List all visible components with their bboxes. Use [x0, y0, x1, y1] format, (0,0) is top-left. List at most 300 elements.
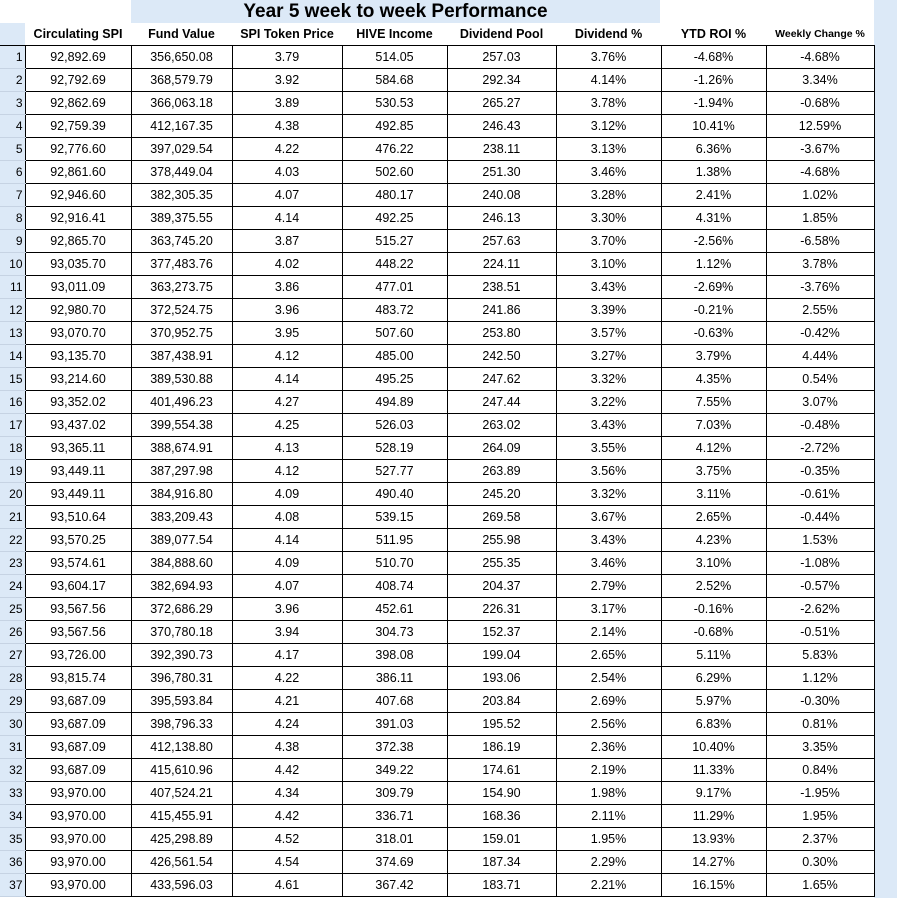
- cell-ytd-roi[interactable]: 1.12%: [661, 253, 766, 276]
- cell-fund-value[interactable]: 412,167.35: [131, 115, 232, 138]
- cell-dividend-percent[interactable]: 3.43%: [556, 276, 661, 299]
- cell-hive-income[interactable]: 304.73: [342, 621, 447, 644]
- cell-weekly-change[interactable]: 1.02%: [766, 184, 874, 207]
- cell-dividend-pool[interactable]: 247.62: [447, 368, 556, 391]
- cell-fund-value[interactable]: 382,305.35: [131, 184, 232, 207]
- cell-circulating-spi[interactable]: 93,449.11: [25, 460, 131, 483]
- cell-ytd-roi[interactable]: 2.41%: [661, 184, 766, 207]
- cell-weekly-change[interactable]: 3.78%: [766, 253, 874, 276]
- cell-hive-income[interactable]: 528.19: [342, 437, 447, 460]
- cell-dividend-pool[interactable]: 224.11: [447, 253, 556, 276]
- header-circulating-spi[interactable]: Circulating SPI: [25, 23, 131, 46]
- row-number[interactable]: 24: [0, 575, 25, 598]
- cell-dividend-percent[interactable]: 3.46%: [556, 161, 661, 184]
- cell-circulating-spi[interactable]: 93,011.09: [25, 276, 131, 299]
- cell-hive-income[interactable]: 526.03: [342, 414, 447, 437]
- cell-ytd-roi[interactable]: 2.52%: [661, 575, 766, 598]
- cell-hive-income[interactable]: 476.22: [342, 138, 447, 161]
- cell-circulating-spi[interactable]: 92,759.39: [25, 115, 131, 138]
- row-number[interactable]: 4: [0, 115, 25, 138]
- cell-fund-value[interactable]: 389,530.88: [131, 368, 232, 391]
- cell-weekly-change[interactable]: -4.68%: [766, 46, 874, 69]
- cell-ytd-roi[interactable]: -1.26%: [661, 69, 766, 92]
- cell-dividend-percent[interactable]: 2.14%: [556, 621, 661, 644]
- cell-spi-token-price[interactable]: 3.89: [232, 92, 342, 115]
- cell-circulating-spi[interactable]: 93,437.02: [25, 414, 131, 437]
- row-number[interactable]: 33: [0, 782, 25, 805]
- header-hive-income[interactable]: HIVE Income: [342, 23, 447, 46]
- cell-fund-value[interactable]: 389,375.55: [131, 207, 232, 230]
- cell-fund-value[interactable]: 370,952.75: [131, 322, 232, 345]
- cell-spi-token-price[interactable]: 4.14: [232, 529, 342, 552]
- cell-dividend-percent[interactable]: 3.70%: [556, 230, 661, 253]
- cell-spi-token-price[interactable]: 3.87: [232, 230, 342, 253]
- cell-hive-income[interactable]: 408.74: [342, 575, 447, 598]
- cell-hive-income[interactable]: 386.11: [342, 667, 447, 690]
- cell-fund-value[interactable]: 387,438.91: [131, 345, 232, 368]
- cell-dividend-pool[interactable]: 204.37: [447, 575, 556, 598]
- cell-hive-income[interactable]: 527.77: [342, 460, 447, 483]
- cell-ytd-roi[interactable]: 6.36%: [661, 138, 766, 161]
- cell-hive-income[interactable]: 391.03: [342, 713, 447, 736]
- cell-circulating-spi[interactable]: 93,970.00: [25, 828, 131, 851]
- cell-spi-token-price[interactable]: 4.42: [232, 805, 342, 828]
- cell-circulating-spi[interactable]: 93,815.74: [25, 667, 131, 690]
- row-number[interactable]: 32: [0, 759, 25, 782]
- cell-circulating-spi[interactable]: 93,726.00: [25, 644, 131, 667]
- cell-weekly-change[interactable]: -4.68%: [766, 161, 874, 184]
- cell-weekly-change[interactable]: -0.57%: [766, 575, 874, 598]
- cell-fund-value[interactable]: 377,483.76: [131, 253, 232, 276]
- cell-hive-income[interactable]: 490.40: [342, 483, 447, 506]
- cell-hive-income[interactable]: 515.27: [342, 230, 447, 253]
- cell-circulating-spi[interactable]: 93,604.17: [25, 575, 131, 598]
- cell-circulating-spi[interactable]: 93,510.64: [25, 506, 131, 529]
- cell-dividend-pool[interactable]: 152.37: [447, 621, 556, 644]
- cell-spi-token-price[interactable]: 3.86: [232, 276, 342, 299]
- cell-dividend-percent[interactable]: 3.67%: [556, 506, 661, 529]
- cell-spi-token-price[interactable]: 4.13: [232, 437, 342, 460]
- cell-circulating-spi[interactable]: 93,070.70: [25, 322, 131, 345]
- row-number[interactable]: 37: [0, 874, 25, 897]
- cell-dividend-pool[interactable]: 186.19: [447, 736, 556, 759]
- cell-ytd-roi[interactable]: 2.65%: [661, 506, 766, 529]
- cell-ytd-roi[interactable]: 10.41%: [661, 115, 766, 138]
- cell-fund-value[interactable]: 396,780.31: [131, 667, 232, 690]
- cell-hive-income[interactable]: 349.22: [342, 759, 447, 782]
- header-spi-token-price[interactable]: SPI Token Price: [232, 23, 342, 46]
- cell-circulating-spi[interactable]: 93,687.09: [25, 713, 131, 736]
- cell-weekly-change[interactable]: 3.07%: [766, 391, 874, 414]
- header-ytd-roi[interactable]: YTD ROI %: [661, 23, 766, 46]
- row-number[interactable]: 15: [0, 368, 25, 391]
- cell-hive-income[interactable]: 448.22: [342, 253, 447, 276]
- row-number[interactable]: 14: [0, 345, 25, 368]
- row-number[interactable]: 8: [0, 207, 25, 230]
- cell-weekly-change[interactable]: 0.81%: [766, 713, 874, 736]
- cell-ytd-roi[interactable]: 3.79%: [661, 345, 766, 368]
- cell-spi-token-price[interactable]: 4.24: [232, 713, 342, 736]
- cell-circulating-spi[interactable]: 92,865.70: [25, 230, 131, 253]
- cell-spi-token-price[interactable]: 4.61: [232, 874, 342, 897]
- cell-dividend-percent[interactable]: 3.30%: [556, 207, 661, 230]
- cell-spi-token-price[interactable]: 4.21: [232, 690, 342, 713]
- cell-dividend-pool[interactable]: 195.52: [447, 713, 556, 736]
- cell-hive-income[interactable]: 485.00: [342, 345, 447, 368]
- cell-spi-token-price[interactable]: 3.92: [232, 69, 342, 92]
- cell-circulating-spi[interactable]: 93,687.09: [25, 690, 131, 713]
- row-number[interactable]: 12: [0, 299, 25, 322]
- cell-weekly-change[interactable]: 5.83%: [766, 644, 874, 667]
- cell-spi-token-price[interactable]: 3.95: [232, 322, 342, 345]
- cell-dividend-pool[interactable]: 246.43: [447, 115, 556, 138]
- cell-dividend-pool[interactable]: 269.58: [447, 506, 556, 529]
- cell-hive-income[interactable]: 492.85: [342, 115, 447, 138]
- cell-hive-income[interactable]: 539.15: [342, 506, 447, 529]
- cell-dividend-pool[interactable]: 183.71: [447, 874, 556, 897]
- cell-hive-income[interactable]: 336.71: [342, 805, 447, 828]
- row-number[interactable]: 36: [0, 851, 25, 874]
- cell-fund-value[interactable]: 392,390.73: [131, 644, 232, 667]
- cell-hive-income[interactable]: 452.61: [342, 598, 447, 621]
- cell-fund-value[interactable]: 368,579.79: [131, 69, 232, 92]
- cell-ytd-roi[interactable]: 3.75%: [661, 460, 766, 483]
- cell-dividend-percent[interactable]: 2.79%: [556, 575, 661, 598]
- cell-fund-value[interactable]: 415,610.96: [131, 759, 232, 782]
- cell-dividend-pool[interactable]: 255.35: [447, 552, 556, 575]
- cell-fund-value[interactable]: 399,554.38: [131, 414, 232, 437]
- cell-circulating-spi[interactable]: 92,861.60: [25, 161, 131, 184]
- row-number[interactable]: 20: [0, 483, 25, 506]
- cell-ytd-roi[interactable]: 9.17%: [661, 782, 766, 805]
- cell-fund-value[interactable]: 389,077.54: [131, 529, 232, 552]
- header-dividend-pool[interactable]: Dividend Pool: [447, 23, 556, 46]
- cell-dividend-percent[interactable]: 2.36%: [556, 736, 661, 759]
- cell-circulating-spi[interactable]: 93,574.61: [25, 552, 131, 575]
- cell-dividend-pool[interactable]: 240.08: [447, 184, 556, 207]
- cell-spi-token-price[interactable]: 4.14: [232, 207, 342, 230]
- cell-fund-value[interactable]: 407,524.21: [131, 782, 232, 805]
- cell-circulating-spi[interactable]: 93,687.09: [25, 736, 131, 759]
- cell-dividend-pool[interactable]: 292.34: [447, 69, 556, 92]
- cell-spi-token-price[interactable]: 4.07: [232, 184, 342, 207]
- cell-spi-token-price[interactable]: 4.17: [232, 644, 342, 667]
- row-number[interactable]: 25: [0, 598, 25, 621]
- cell-weekly-change[interactable]: 0.54%: [766, 368, 874, 391]
- row-number[interactable]: 29: [0, 690, 25, 713]
- cell-dividend-percent[interactable]: 3.39%: [556, 299, 661, 322]
- cell-fund-value[interactable]: 384,888.60: [131, 552, 232, 575]
- cell-ytd-roi[interactable]: -0.63%: [661, 322, 766, 345]
- cell-dividend-percent[interactable]: 2.19%: [556, 759, 661, 782]
- cell-fund-value[interactable]: 412,138.80: [131, 736, 232, 759]
- cell-circulating-spi[interactable]: 92,776.60: [25, 138, 131, 161]
- cell-fund-value[interactable]: 383,209.43: [131, 506, 232, 529]
- row-number[interactable]: 34: [0, 805, 25, 828]
- row-number[interactable]: 23: [0, 552, 25, 575]
- cell-weekly-change[interactable]: -0.61%: [766, 483, 874, 506]
- cell-hive-income[interactable]: 495.25: [342, 368, 447, 391]
- cell-dividend-percent[interactable]: 2.11%: [556, 805, 661, 828]
- cell-dividend-pool[interactable]: 263.02: [447, 414, 556, 437]
- cell-weekly-change[interactable]: -0.44%: [766, 506, 874, 529]
- cell-spi-token-price[interactable]: 4.38: [232, 115, 342, 138]
- cell-ytd-roi[interactable]: -0.16%: [661, 598, 766, 621]
- row-number[interactable]: 35: [0, 828, 25, 851]
- cell-weekly-change[interactable]: 3.34%: [766, 69, 874, 92]
- cell-ytd-roi[interactable]: 5.97%: [661, 690, 766, 713]
- cell-hive-income[interactable]: 367.42: [342, 874, 447, 897]
- cell-spi-token-price[interactable]: 4.54: [232, 851, 342, 874]
- row-number[interactable]: 18: [0, 437, 25, 460]
- cell-weekly-change[interactable]: 3.35%: [766, 736, 874, 759]
- cell-ytd-roi[interactable]: 16.15%: [661, 874, 766, 897]
- cell-hive-income[interactable]: 492.25: [342, 207, 447, 230]
- cell-dividend-pool[interactable]: 257.63: [447, 230, 556, 253]
- cell-fund-value[interactable]: 378,449.04: [131, 161, 232, 184]
- cell-dividend-percent[interactable]: 3.32%: [556, 368, 661, 391]
- cell-ytd-roi[interactable]: 3.11%: [661, 483, 766, 506]
- cell-ytd-roi[interactable]: -0.21%: [661, 299, 766, 322]
- cell-spi-token-price[interactable]: 4.34: [232, 782, 342, 805]
- cell-circulating-spi[interactable]: 93,567.56: [25, 598, 131, 621]
- cell-spi-token-price[interactable]: 4.08: [232, 506, 342, 529]
- cell-hive-income[interactable]: 510.70: [342, 552, 447, 575]
- row-number[interactable]: 21: [0, 506, 25, 529]
- cell-ytd-roi[interactable]: -2.69%: [661, 276, 766, 299]
- cell-circulating-spi[interactable]: 92,792.69: [25, 69, 131, 92]
- cell-dividend-pool[interactable]: 255.98: [447, 529, 556, 552]
- cell-circulating-spi[interactable]: 93,352.02: [25, 391, 131, 414]
- cell-dividend-percent[interactable]: 2.69%: [556, 690, 661, 713]
- cell-dividend-pool[interactable]: 159.01: [447, 828, 556, 851]
- cell-fund-value[interactable]: 363,273.75: [131, 276, 232, 299]
- row-number[interactable]: 3: [0, 92, 25, 115]
- cell-dividend-pool[interactable]: 154.90: [447, 782, 556, 805]
- cell-fund-value[interactable]: 395,593.84: [131, 690, 232, 713]
- cell-fund-value[interactable]: 384,916.80: [131, 483, 232, 506]
- cell-weekly-change[interactable]: 1.53%: [766, 529, 874, 552]
- cell-circulating-spi[interactable]: 92,946.60: [25, 184, 131, 207]
- row-number[interactable]: 1: [0, 46, 25, 69]
- cell-fund-value[interactable]: 387,297.98: [131, 460, 232, 483]
- cell-ytd-roi[interactable]: 7.55%: [661, 391, 766, 414]
- row-number[interactable]: 16: [0, 391, 25, 414]
- cell-fund-value[interactable]: 388,674.91: [131, 437, 232, 460]
- cell-ytd-roi[interactable]: 10.40%: [661, 736, 766, 759]
- cell-circulating-spi[interactable]: 93,970.00: [25, 851, 131, 874]
- row-number[interactable]: 22: [0, 529, 25, 552]
- cell-hive-income[interactable]: 309.79: [342, 782, 447, 805]
- cell-dividend-pool[interactable]: 265.27: [447, 92, 556, 115]
- cell-dividend-pool[interactable]: 245.20: [447, 483, 556, 506]
- cell-spi-token-price[interactable]: 4.03: [232, 161, 342, 184]
- cell-fund-value[interactable]: 372,686.29: [131, 598, 232, 621]
- cell-weekly-change[interactable]: -0.51%: [766, 621, 874, 644]
- cell-spi-token-price[interactable]: 4.27: [232, 391, 342, 414]
- row-number[interactable]: 9: [0, 230, 25, 253]
- cell-spi-token-price[interactable]: 4.52: [232, 828, 342, 851]
- cell-ytd-roi[interactable]: 4.35%: [661, 368, 766, 391]
- cell-dividend-percent[interactable]: 3.28%: [556, 184, 661, 207]
- cell-weekly-change[interactable]: -3.67%: [766, 138, 874, 161]
- cell-spi-token-price[interactable]: 4.02: [232, 253, 342, 276]
- cell-dividend-percent[interactable]: 3.43%: [556, 414, 661, 437]
- cell-fund-value[interactable]: 372,524.75: [131, 299, 232, 322]
- cell-spi-token-price[interactable]: 3.79: [232, 46, 342, 69]
- cell-dividend-percent[interactable]: 4.14%: [556, 69, 661, 92]
- cell-fund-value[interactable]: 401,496.23: [131, 391, 232, 414]
- cell-dividend-percent[interactable]: 3.32%: [556, 483, 661, 506]
- cell-hive-income[interactable]: 494.89: [342, 391, 447, 414]
- cell-hive-income[interactable]: 511.95: [342, 529, 447, 552]
- row-number[interactable]: 28: [0, 667, 25, 690]
- cell-hive-income[interactable]: 372.38: [342, 736, 447, 759]
- cell-dividend-pool[interactable]: 251.30: [447, 161, 556, 184]
- sheet-title[interactable]: Year 5 week to week Performance: [131, 0, 660, 23]
- cell-weekly-change[interactable]: 1.65%: [766, 874, 874, 897]
- cell-dividend-pool[interactable]: 203.84: [447, 690, 556, 713]
- cell-weekly-change[interactable]: 1.95%: [766, 805, 874, 828]
- cell-dividend-pool[interactable]: 174.61: [447, 759, 556, 782]
- cell-ytd-roi[interactable]: -1.94%: [661, 92, 766, 115]
- cell-weekly-change[interactable]: 0.84%: [766, 759, 874, 782]
- cell-ytd-roi[interactable]: 4.23%: [661, 529, 766, 552]
- row-number[interactable]: 26: [0, 621, 25, 644]
- cell-fund-value[interactable]: 398,796.33: [131, 713, 232, 736]
- header-weekly-change[interactable]: Weekly Change %: [766, 23, 874, 46]
- cell-spi-token-price[interactable]: 4.12: [232, 345, 342, 368]
- cell-ytd-roi[interactable]: -0.68%: [661, 621, 766, 644]
- cell-spi-token-price[interactable]: 4.22: [232, 667, 342, 690]
- cell-dividend-percent[interactable]: 2.56%: [556, 713, 661, 736]
- cell-dividend-percent[interactable]: 3.27%: [556, 345, 661, 368]
- cell-dividend-pool[interactable]: 199.04: [447, 644, 556, 667]
- cell-fund-value[interactable]: 363,745.20: [131, 230, 232, 253]
- row-number[interactable]: 17: [0, 414, 25, 437]
- cell-weekly-change[interactable]: 2.55%: [766, 299, 874, 322]
- cell-hive-income[interactable]: 507.60: [342, 322, 447, 345]
- cell-dividend-percent[interactable]: 3.46%: [556, 552, 661, 575]
- cell-dividend-pool[interactable]: 253.80: [447, 322, 556, 345]
- cell-ytd-roi[interactable]: -2.56%: [661, 230, 766, 253]
- cell-dividend-percent[interactable]: 3.57%: [556, 322, 661, 345]
- cell-spi-token-price[interactable]: 4.25: [232, 414, 342, 437]
- cell-hive-income[interactable]: 584.68: [342, 69, 447, 92]
- cell-spi-token-price[interactable]: 3.96: [232, 598, 342, 621]
- row-number[interactable]: 5: [0, 138, 25, 161]
- cell-weekly-change[interactable]: -6.58%: [766, 230, 874, 253]
- cell-dividend-percent[interactable]: 2.65%: [556, 644, 661, 667]
- cell-spi-token-price[interactable]: 4.42: [232, 759, 342, 782]
- cell-circulating-spi[interactable]: 93,214.60: [25, 368, 131, 391]
- cell-weekly-change[interactable]: -0.48%: [766, 414, 874, 437]
- cell-hive-income[interactable]: 514.05: [342, 46, 447, 69]
- cell-circulating-spi[interactable]: 93,035.70: [25, 253, 131, 276]
- cell-weekly-change[interactable]: 4.44%: [766, 345, 874, 368]
- cell-dividend-pool[interactable]: 238.51: [447, 276, 556, 299]
- cell-ytd-roi[interactable]: 7.03%: [661, 414, 766, 437]
- cell-hive-income[interactable]: 530.53: [342, 92, 447, 115]
- cell-hive-income[interactable]: 398.08: [342, 644, 447, 667]
- cell-hive-income[interactable]: 407.68: [342, 690, 447, 713]
- cell-dividend-pool[interactable]: 246.13: [447, 207, 556, 230]
- cell-dividend-pool[interactable]: 187.34: [447, 851, 556, 874]
- row-number[interactable]: 13: [0, 322, 25, 345]
- cell-circulating-spi[interactable]: 92,980.70: [25, 299, 131, 322]
- cell-circulating-spi[interactable]: 93,970.00: [25, 782, 131, 805]
- cell-ytd-roi[interactable]: 1.38%: [661, 161, 766, 184]
- cell-dividend-pool[interactable]: 241.86: [447, 299, 556, 322]
- cell-fund-value[interactable]: 370,780.18: [131, 621, 232, 644]
- cell-fund-value[interactable]: 415,455.91: [131, 805, 232, 828]
- cell-dividend-percent[interactable]: 3.17%: [556, 598, 661, 621]
- cell-fund-value[interactable]: 425,298.89: [131, 828, 232, 851]
- cell-dividend-percent[interactable]: 3.22%: [556, 391, 661, 414]
- cell-weekly-change[interactable]: -0.42%: [766, 322, 874, 345]
- cell-dividend-pool[interactable]: 257.03: [447, 46, 556, 69]
- cell-dividend-percent[interactable]: 1.98%: [556, 782, 661, 805]
- cell-weekly-change[interactable]: -0.35%: [766, 460, 874, 483]
- cell-fund-value[interactable]: 397,029.54: [131, 138, 232, 161]
- cell-hive-income[interactable]: 374.69: [342, 851, 447, 874]
- row-number[interactable]: 11: [0, 276, 25, 299]
- cell-dividend-percent[interactable]: 2.54%: [556, 667, 661, 690]
- row-number[interactable]: 10: [0, 253, 25, 276]
- cell-circulating-spi[interactable]: 93,570.25: [25, 529, 131, 552]
- header-fund-value[interactable]: Fund Value: [131, 23, 232, 46]
- row-number[interactable]: 30: [0, 713, 25, 736]
- cell-dividend-percent[interactable]: 3.76%: [556, 46, 661, 69]
- cell-dividend-pool[interactable]: 168.36: [447, 805, 556, 828]
- cell-circulating-spi[interactable]: 92,916.41: [25, 207, 131, 230]
- cell-ytd-roi[interactable]: 4.31%: [661, 207, 766, 230]
- cell-circulating-spi[interactable]: 93,449.11: [25, 483, 131, 506]
- cell-ytd-roi[interactable]: 6.83%: [661, 713, 766, 736]
- cell-fund-value[interactable]: 426,561.54: [131, 851, 232, 874]
- cell-weekly-change[interactable]: -1.08%: [766, 552, 874, 575]
- row-number[interactable]: 27: [0, 644, 25, 667]
- cell-ytd-roi[interactable]: 11.33%: [661, 759, 766, 782]
- cell-spi-token-price[interactable]: 3.96: [232, 299, 342, 322]
- cell-ytd-roi[interactable]: 6.29%: [661, 667, 766, 690]
- cell-ytd-roi[interactable]: 4.12%: [661, 437, 766, 460]
- cell-ytd-roi[interactable]: 5.11%: [661, 644, 766, 667]
- header-dividend-percent[interactable]: Dividend %: [556, 23, 661, 46]
- cell-weekly-change[interactable]: 0.30%: [766, 851, 874, 874]
- cell-weekly-change[interactable]: -0.68%: [766, 92, 874, 115]
- cell-dividend-percent[interactable]: 3.43%: [556, 529, 661, 552]
- cell-hive-income[interactable]: 483.72: [342, 299, 447, 322]
- row-number[interactable]: 6: [0, 161, 25, 184]
- cell-weekly-change[interactable]: -2.62%: [766, 598, 874, 621]
- cell-dividend-percent[interactable]: 3.10%: [556, 253, 661, 276]
- cell-dividend-percent[interactable]: 2.21%: [556, 874, 661, 897]
- cell-weekly-change[interactable]: 1.85%: [766, 207, 874, 230]
- cell-hive-income[interactable]: 318.01: [342, 828, 447, 851]
- cell-fund-value[interactable]: 356,650.08: [131, 46, 232, 69]
- cell-dividend-percent[interactable]: 3.13%: [556, 138, 661, 161]
- row-number[interactable]: 31: [0, 736, 25, 759]
- cell-spi-token-price[interactable]: 4.07: [232, 575, 342, 598]
- cell-dividend-pool[interactable]: 238.11: [447, 138, 556, 161]
- cell-weekly-change[interactable]: 1.12%: [766, 667, 874, 690]
- cell-spi-token-price[interactable]: 4.14: [232, 368, 342, 391]
- cell-spi-token-price[interactable]: 4.12: [232, 460, 342, 483]
- cell-spi-token-price[interactable]: 4.09: [232, 483, 342, 506]
- cell-circulating-spi[interactable]: 93,970.00: [25, 805, 131, 828]
- cell-circulating-spi[interactable]: 93,567.56: [25, 621, 131, 644]
